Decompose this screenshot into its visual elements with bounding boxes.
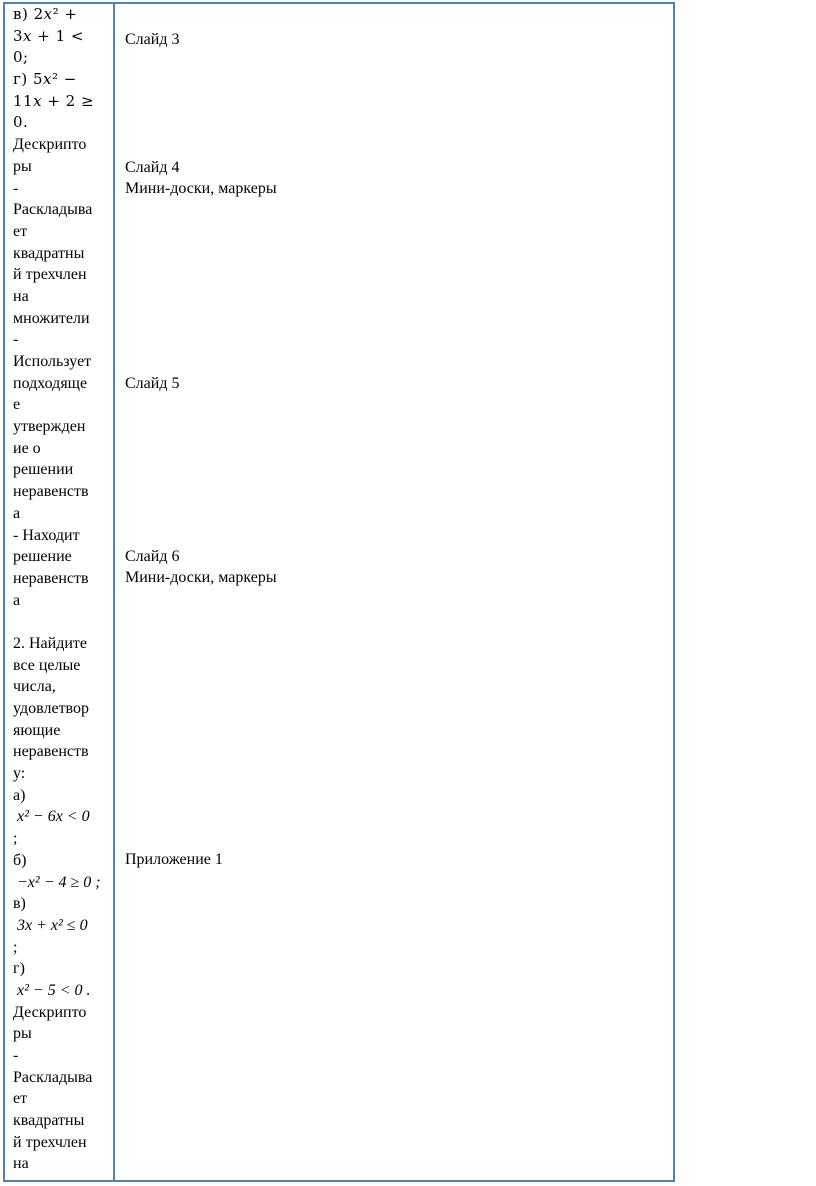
task-line: ие о: [13, 439, 41, 457]
task-line: г) 5𝑥² −: [13, 70, 77, 89]
task-line: -: [13, 1047, 19, 1064]
task-line: -: [13, 331, 19, 349]
resource-appendix-1: [125, 849, 223, 870]
task-line: на: [13, 1155, 29, 1173]
task-line: числа,: [13, 678, 56, 696]
task-line: неравенств: [13, 743, 89, 761]
tasks-column: [13, 4, 117, 1175]
formula-line: −x² − 4 ≥ 0 ;: [17, 873, 101, 891]
task-line: Раскладыва: [13, 1068, 93, 1086]
task-line: ;: [13, 830, 18, 848]
formula-line: x² − 5 < 0 .: [17, 981, 91, 999]
task-line: квадратны: [13, 1112, 85, 1130]
task-line: ры: [13, 1025, 32, 1043]
task-line: ры: [13, 157, 32, 175]
task-line: на: [13, 287, 29, 305]
task-line: множители: [13, 309, 90, 327]
resource-line: Слайд 5: [125, 375, 180, 392]
task-line: в) 2𝑥² +: [13, 5, 78, 23]
task-line: 0;: [13, 48, 29, 67]
task-line: а: [13, 504, 21, 522]
task-line: решении: [13, 461, 74, 479]
task-line: е: [13, 396, 21, 414]
task-line: решение: [13, 548, 72, 566]
task-line: г): [13, 960, 25, 978]
resource-line: Мини-доски, маркеры: [125, 569, 277, 586]
task-line: ет: [13, 1090, 28, 1108]
task-line: Дескрипто: [13, 1003, 87, 1021]
task-line: ет: [13, 222, 28, 240]
task-line: подходяще: [13, 374, 88, 392]
task-line: квадратны: [13, 244, 85, 262]
resource-slide-6: [125, 546, 277, 588]
formula-line: 3x + x² ≤ 0: [17, 916, 88, 934]
task-line: -: [13, 179, 19, 197]
resource-line: Слайд 4: [125, 159, 180, 176]
task-line: 3𝑥 + 1 <: [13, 26, 84, 45]
formula-line: x² − 6x < 0: [17, 808, 90, 826]
task-line: 0.: [13, 113, 29, 132]
task-line: удовлетвор: [13, 700, 89, 717]
resource-line: Слайд 3: [125, 31, 180, 48]
task-line: а): [13, 786, 26, 804]
task-line: утвержден: [13, 418, 86, 436]
task-line: [13, 611, 117, 633]
resource-slide-4: [125, 157, 277, 199]
task-line: Дескрипто: [13, 136, 87, 154]
task-line: в): [13, 895, 26, 913]
task-line: все целые: [13, 656, 81, 674]
task-line: у:: [13, 765, 26, 783]
resource-line: Мини-доски, маркеры: [125, 180, 277, 197]
task-line: а: [13, 591, 21, 609]
resource-line: Слайд 6: [125, 548, 180, 565]
resource-slide-3: [125, 29, 179, 50]
task-line: яющие: [13, 721, 61, 739]
task-line: Использует: [13, 353, 92, 370]
task-line: 11𝑥 + 2 ≥: [13, 91, 95, 110]
task-line: Раскладыва: [13, 201, 93, 219]
resource-line: Приложение 1: [125, 851, 223, 868]
resource-slide-5: [125, 373, 179, 394]
table-frame: [3, 2, 675, 1182]
task-line: неравенств: [13, 483, 89, 501]
task-line: 2. Найдите: [13, 634, 88, 652]
task-line: - Находит: [13, 526, 80, 544]
task-line: й трехчлен: [13, 1133, 87, 1151]
task-line: неравенств: [13, 569, 89, 587]
task-line: ;: [13, 938, 18, 956]
column-divider: [113, 4, 115, 1180]
task-line: й трехчлен: [13, 266, 87, 284]
task-line: б): [13, 851, 27, 869]
